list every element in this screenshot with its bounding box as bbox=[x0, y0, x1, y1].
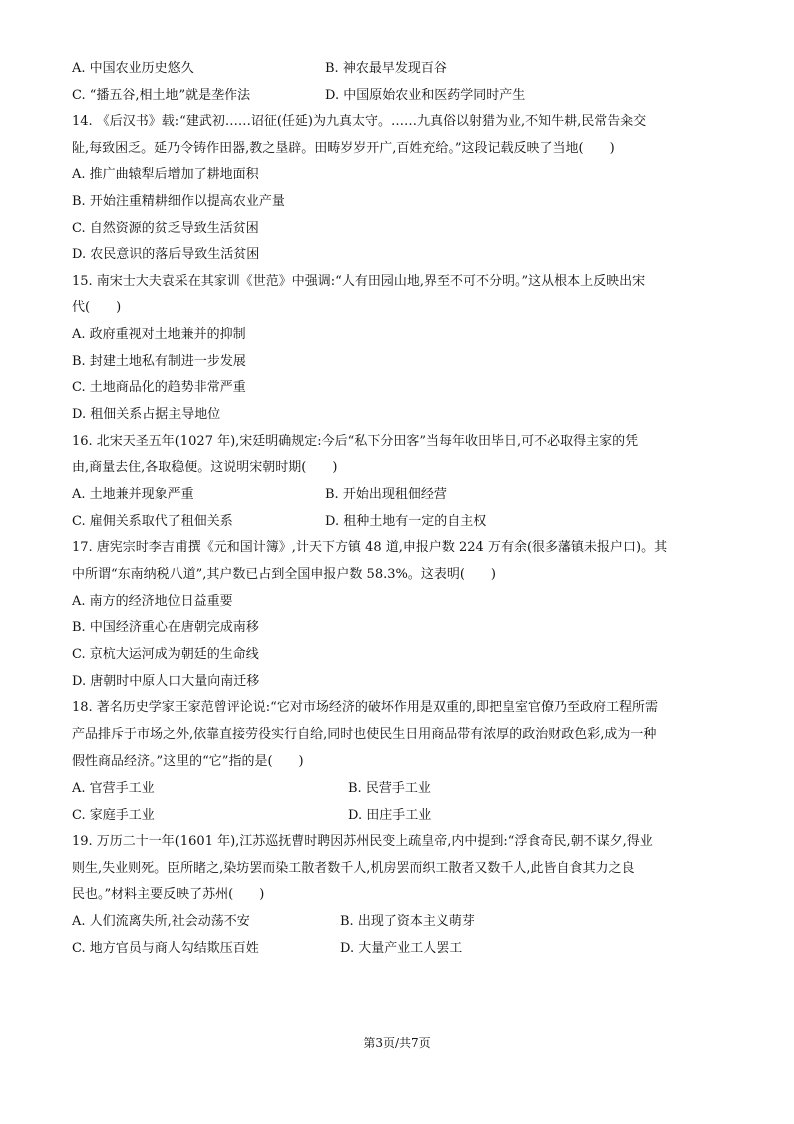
q16-stem-line-2: 由,商量去住,各取稳便。这说明宋朝时期( ) bbox=[72, 460, 338, 475]
q19-option-c: C. 地方官员与商人勾结欺压百姓 bbox=[72, 941, 259, 956]
q15-option-c: C. 土地商品化的趋势非常严重 bbox=[72, 380, 246, 395]
q18-option-c: C. 家庭手工业 bbox=[72, 808, 155, 823]
q19-stem-line-1: 19. 万历二十一年(1601 年),江苏巡抚曹时聘因苏州民变上疏皇帝,内中提到:“浮食奇民,朝不谋夕,得业 bbox=[72, 834, 653, 849]
q19-stem-line-3: 民也。”材料主要反映了苏州( ) bbox=[72, 887, 265, 902]
q17-option-d: D. 唐朝时中原人口大量向南迁移 bbox=[72, 674, 260, 689]
q14-option-c: C. 自然资源的贫乏导致生活贫困 bbox=[72, 221, 259, 236]
q16-option-b: B. 开始出现租佃经营 bbox=[325, 487, 447, 502]
q14-option-a: A. 推广曲辕犁后增加了耕地面积 bbox=[72, 167, 259, 182]
q14-option-b: B. 开始注重精耕细作以提高农业产量 bbox=[72, 194, 285, 209]
q16-option-c: C. 雇佣关系取代了租佃关系 bbox=[72, 514, 233, 529]
page-number: 第3页/共7页 bbox=[363, 1036, 431, 1050]
q18-option-b: B. 民营手工业 bbox=[348, 781, 431, 796]
q17-option-c: C. 京杭大运河成为朝廷的生命线 bbox=[72, 647, 259, 662]
q14-stem-line-1: 14. 《后汉书》载:“建武初……诏征(任延)为九真太守。……九真俗以射猎为业,不知牛耕,民常告籴交 bbox=[72, 114, 647, 129]
q17-stem-line-2: 中所谓“东南纳税八道”,其户数已占到全国申报户数 58.3%。这表明( ) bbox=[72, 567, 496, 582]
q15-stem-line-1: 15. 南宋士大夫袁采在其家训《世范》中强调:“人有田园山地,界至不可不分明。”这从根本上反映出宋 bbox=[72, 274, 646, 289]
q13-option-b: B. 神农最早发现百谷 bbox=[325, 61, 447, 76]
q16-option-a: A. 土地兼并现象严重 bbox=[72, 487, 194, 502]
q13-option-a: A. 中国农业历史悠久 bbox=[72, 61, 194, 76]
q18-option-d: D. 田庄手工业 bbox=[348, 808, 432, 823]
q19-option-d: D. 大量产业工人罢工 bbox=[340, 941, 463, 956]
q13-option-c: C. “播五谷,相土地”就是垄作法 bbox=[72, 88, 251, 103]
q19-stem-line-2: 则生,失业则死。臣所睹之,染坊罢而染工散者数千人,机房罢而织工散者又数千人,此皆自食其力之良 bbox=[72, 861, 635, 876]
q16-option-d: D. 租种土地有一定的自主权 bbox=[325, 514, 487, 529]
q19-option-b: B. 出现了资本主义萌芽 bbox=[340, 914, 475, 929]
q17-stem-line-1: 17. 唐宪宗时李吉甫撰《元和国计簿》,计天下方镇 48 道,申报户数 224 万有余(很多藩镇未报户口)。其 bbox=[72, 540, 668, 555]
q13-option-d: D. 中国原始农业和医药学同时产生 bbox=[325, 88, 526, 103]
q18-stem-line-2: 产品排斥于市场之外,依靠直接劳役实行自给,同时也使民生日用商品带有浓厚的政治财政色彩,成为一种 bbox=[72, 727, 657, 742]
q15-stem-line-2: 代( ) bbox=[72, 300, 122, 315]
q15-option-d: D. 租佃关系占据主导地位 bbox=[72, 407, 221, 422]
q17-option-b: B. 中国经济重心在唐朝完成南移 bbox=[72, 620, 259, 635]
q18-option-a: A. 官营手工业 bbox=[72, 781, 155, 796]
q17-option-a: A. 南方的经济地位日益重要 bbox=[72, 594, 233, 609]
q14-stem-line-2: 阯,每致困乏。延乃令铸作田器,教之垦辟。田畴岁岁开广,百姓充给。”这段记载反映了当地( ) bbox=[72, 141, 615, 156]
q15-option-a: A. 政府重视对土地兼并的抑制 bbox=[72, 327, 246, 342]
q15-option-b: B. 封建土地私有制进一步发展 bbox=[72, 354, 246, 369]
q16-stem-line-1: 16. 北宋天圣五年(1027 年),宋廷明确规定:今后“私下分田客”当每年收田毕日,可不必取得主家的凭 bbox=[72, 434, 639, 449]
q14-option-d: D. 农民意识的落后导致生活贫困 bbox=[72, 247, 260, 262]
q18-stem-line-1: 18. 著名历史学家王家范曾评论说:“它对市场经济的破坏作用是双重的,即把皇室官僚乃至政府工程所需 bbox=[72, 700, 658, 715]
q18-stem-line-3: 假性商品经济。”这里的“它”指的是( ) bbox=[72, 754, 304, 769]
q19-option-a: A. 人们流离失所,社会动荡不安 bbox=[72, 914, 250, 929]
